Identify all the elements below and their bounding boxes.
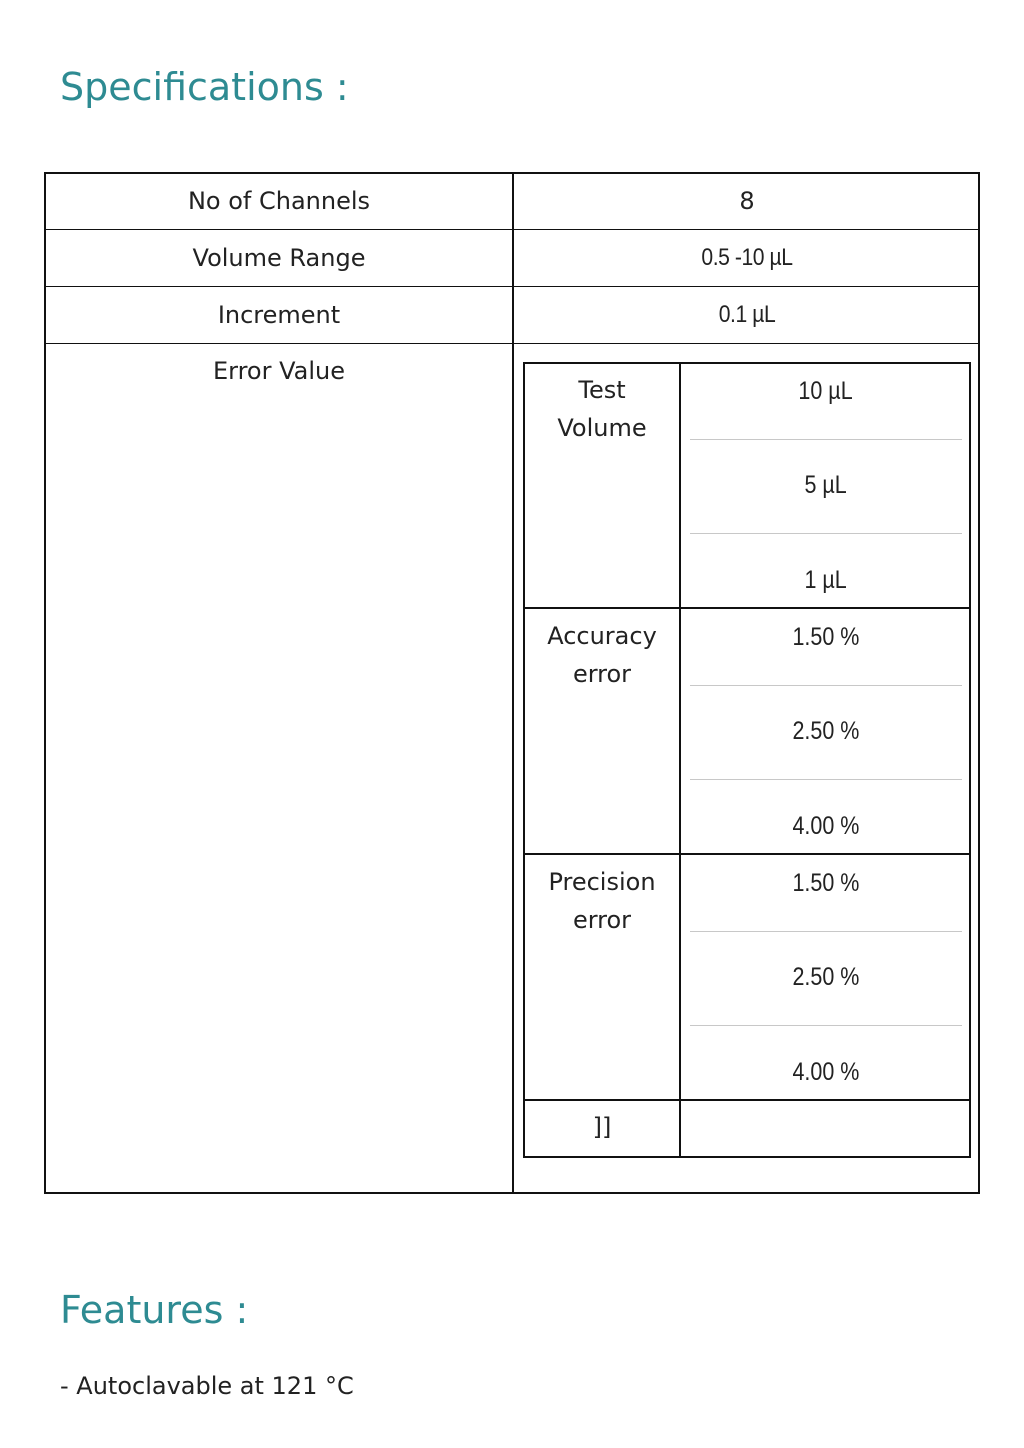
increment-value: 0.1 µL (718, 301, 776, 328)
precision-error-label-line1: Precision (548, 868, 656, 896)
test-volume-label-line1: Test (578, 376, 626, 404)
accuracy-error-label-line1: Accuracy (547, 622, 657, 650)
specifications-table (44, 172, 980, 1194)
test-volume-label-line2: Volume (557, 414, 647, 442)
precision-error-label (525, 863, 679, 939)
features-heading: Features : (60, 1288, 249, 1332)
test-volume-value-2: 5 µL (804, 471, 848, 499)
channels-label: No of Channels (187, 187, 371, 215)
row-divider (46, 343, 978, 344)
row-divider (46, 229, 978, 230)
sub-row-divider (690, 1025, 962, 1026)
sub-row-divider (690, 685, 962, 686)
precision-error-label-line2: error (572, 906, 632, 934)
last-row-label: ]] (592, 1113, 612, 1141)
sub-row-divider (690, 533, 962, 534)
inner-row-divider (525, 1099, 969, 1101)
column-divider (512, 174, 514, 1192)
inner-row-divider (525, 607, 969, 609)
channels-value: 8 (739, 187, 755, 215)
error-value-table (523, 362, 971, 1158)
volume-range-label: Volume Range (192, 244, 366, 272)
precision-error-value-3: 4.00 % (792, 1058, 860, 1086)
increment-label: Increment (217, 301, 341, 329)
accuracy-error-value-1: 1.50 % (792, 623, 860, 651)
accuracy-error-value-3: 4.00 % (792, 812, 860, 840)
sub-row-divider (690, 439, 962, 440)
accuracy-error-label-line2: error (572, 660, 632, 688)
sub-row-divider (690, 779, 962, 780)
last-row-value (681, 1116, 971, 1141)
precision-error-value-1: 1.50 % (792, 869, 860, 897)
test-volume-label (525, 371, 679, 447)
accuracy-error-label (525, 617, 679, 693)
sub-row-divider (690, 931, 962, 932)
row-divider (46, 286, 978, 287)
inner-row-divider (525, 853, 969, 855)
error-value-label: Error Value (212, 357, 346, 385)
feature-item: - Autoclavable at 121 °C (60, 1372, 354, 1400)
test-volume-value-1: 10 µL (798, 377, 854, 405)
specifications-heading: Specifications : (60, 65, 349, 109)
precision-error-value-2: 2.50 % (792, 963, 860, 991)
test-volume-value-3: 1 µL (804, 566, 848, 594)
accuracy-error-value-2: 2.50 % (792, 717, 860, 745)
volume-range-value: 0.5 -10 µL (701, 244, 793, 271)
